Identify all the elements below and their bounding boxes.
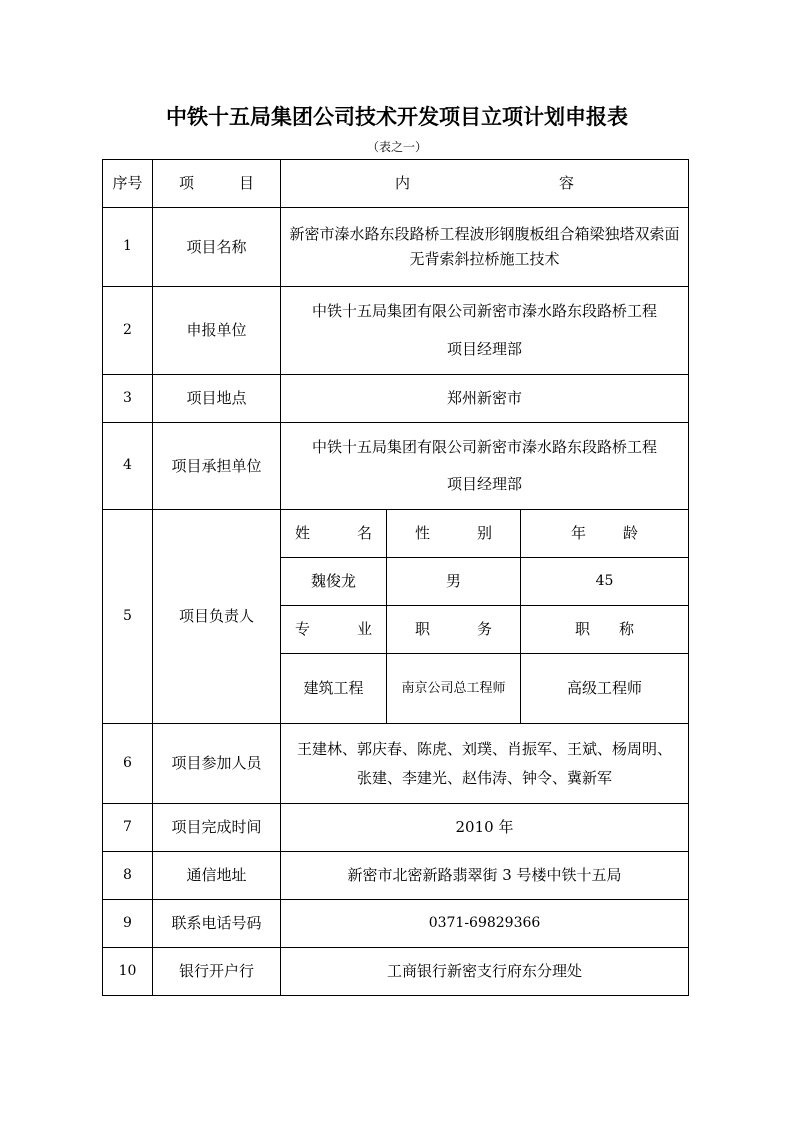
page-subtitle: （表之一） [366,140,427,154]
row-content: 新密市北密新路翡翠街 3 号楼中铁十五局 [281,852,689,900]
row-content-line: 项目经理部 [446,339,522,358]
leader-rank-label [521,606,689,654]
leader-gender-label-char-1: 性 [415,524,431,543]
row-number: 3 [103,375,153,423]
row-number: 7 [103,804,153,852]
row-item: 项目完成时间 [153,804,281,852]
leader-post-label [387,606,521,654]
row-content-line: 王建林、郭庆春、陈虎、刘璞、肖振军、王斌、杨周明、 [296,740,672,758]
header-content-char-2: 容 [558,174,574,193]
row-item: 通信地址 [153,852,281,900]
table-row [103,852,689,900]
row-item: 项目参加人员 [153,724,281,804]
row-number: 5 [103,510,153,724]
leader-gender-label-char-2: 别 [476,524,492,543]
leader-gender-value: 男 [387,558,521,606]
row-item: 项目名称 [153,208,281,287]
row-item: 项目承担单位 [153,423,281,510]
row-content-line: 张建、李建光、赵伟涛、钟令、冀新军 [356,768,612,787]
row-content-line: 中铁十五局集团有限公司新密市溱水路东段路桥工程 [311,437,657,456]
row-content: 工商银行新密支行府东分理处 [281,948,689,996]
row-content: 0371-69829366 [281,900,689,948]
leader-major-value: 建筑工程 [281,654,387,724]
header-item [153,160,281,208]
leader-gender-label [387,510,521,558]
leader-age-value: 45 [521,558,689,606]
row-content: 新密市溱水路东段路桥工程波形钢腹板组合箱梁独塔双索面无背索斜拉桥施工技术 [281,208,689,287]
row-content: 郑州新密市 [281,375,689,423]
table-row [103,900,689,948]
header-item-char-2: 目 [238,174,254,193]
row-item: 项目地点 [153,375,281,423]
leader-name-label [281,510,387,558]
leader-rank-label-char-1: 职 [575,620,591,639]
row-content: 2010 年 [281,804,689,852]
leader-major-label-char-2: 业 [356,620,372,639]
leader-age-label-char-2: 龄 [622,524,638,543]
leader-age-label-char-1: 年 [571,524,587,543]
leader-rank-value: 高级工程师 [521,654,689,724]
row-content [281,423,689,510]
row-number: 9 [103,900,153,948]
row-item: 项目负责人 [153,510,281,724]
row-content-line: 项目经理部 [446,475,522,493]
leader-name-value: 魏俊龙 [281,558,387,606]
row-item: 银行开户行 [153,948,281,996]
row-number: 4 [103,423,153,510]
leader-name-label-char-2: 名 [356,524,372,543]
leader-header-row-1 [103,510,689,558]
leader-post-value: 南京公司总工程师 [387,654,521,724]
row-content [281,287,689,375]
table-row [103,287,689,375]
row-item: 联系电话号码 [153,900,281,948]
table-row [103,375,689,423]
page-title: 中铁十五局集团公司技术开发项目立项计划申报表 [166,105,628,129]
table-row [103,724,689,804]
leader-post-label-char-1: 职 [415,620,431,639]
header-seq: 序号 [103,160,153,208]
table-header-row [103,160,689,208]
table-row [103,804,689,852]
leader-name-label-char-1: 姓 [295,524,311,543]
leader-post-label-char-2: 务 [476,620,492,639]
row-number: 6 [103,724,153,804]
row-content [281,724,689,804]
table-row [103,208,689,287]
row-number: 8 [103,852,153,900]
header-content-char-1: 内 [395,174,411,193]
header-content [281,160,689,208]
row-number: 10 [103,948,153,996]
leader-age-label [521,510,689,558]
leader-major-label-char-1: 专 [295,620,311,639]
row-number: 2 [103,287,153,375]
row-content-line: 中铁十五局集团有限公司新密市溱水路东段路桥工程 [311,302,657,320]
table-row [103,948,689,996]
leader-major-label [281,606,387,654]
row-number: 1 [103,208,153,287]
row-item: 申报单位 [153,287,281,375]
leader-rank-label-char-2: 称 [618,620,634,639]
application-form-table [102,159,689,996]
header-item-char-1: 项 [179,174,195,193]
table-row [103,423,689,510]
